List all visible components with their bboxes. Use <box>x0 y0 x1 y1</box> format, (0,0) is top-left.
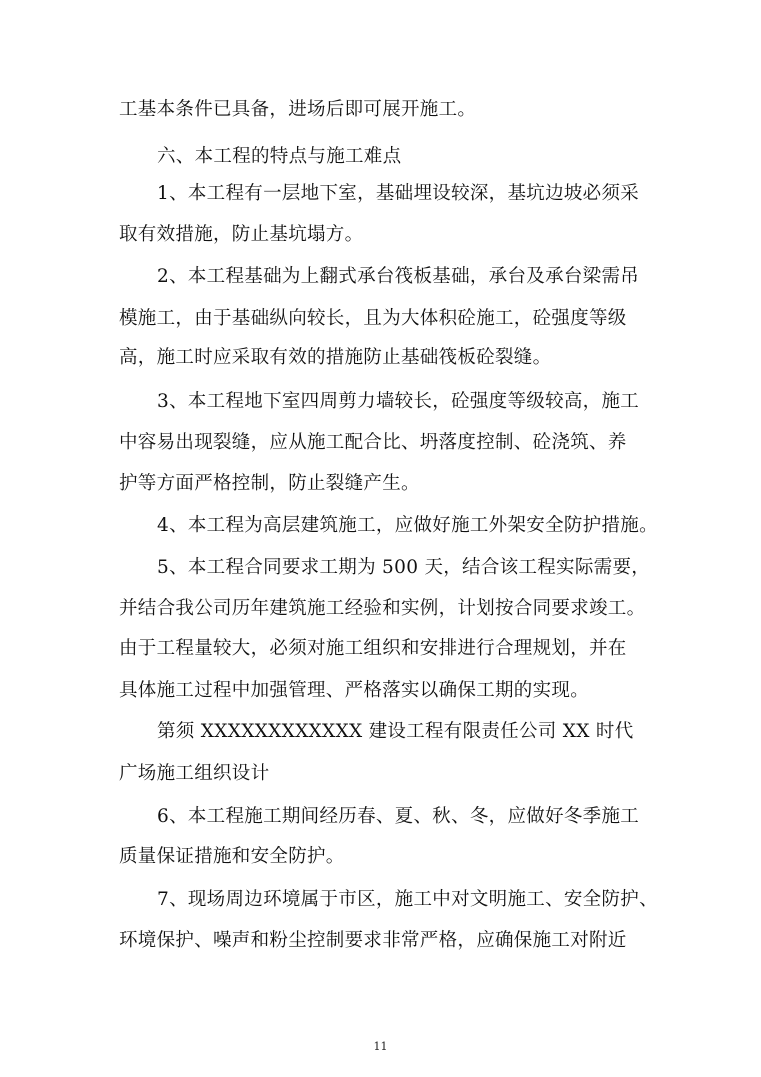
text-line: 并结合我公司历年建筑施工经验和实例，计划按合同要求竣工。 <box>119 598 646 619</box>
page-number: 11 <box>373 1040 388 1053</box>
text-line: 1、本工程有一层地下室，基础埋设较深，基坑边坡必须采 <box>157 183 640 204</box>
text-line: 2、本工程基础为上翻式承台筏板基础，承台及承台梁需吊 <box>157 266 640 287</box>
text-line: 3、本工程地下室四周剪力墙较长，砼强度等级较高，施工 <box>157 391 640 412</box>
text-line: 第须 XXXXXXXXXXXX 建设工程有限责任公司 XX 时代 <box>157 721 634 742</box>
text-line: 环境保护、噪声和粉尘控制要求非常严格，应确保施工对附近 <box>119 930 627 951</box>
text-line: 质量保证措施和安全防护。 <box>119 846 345 867</box>
section-heading: 六、本工程的特点与施工难点 <box>157 146 402 167</box>
text-line: 护等方面严格控制，防止裂缝产生。 <box>119 473 420 494</box>
text-line: 4、本工程为高层建筑施工，应做好施工外架安全防护措施。 <box>157 515 658 536</box>
text-line: 由于工程量较大，必须对施工组织和安排进行合理规划，并在 <box>119 638 627 659</box>
text-line: 工基本条件已具备，进场后即可展开施工。 <box>119 99 477 120</box>
text-line: 广场施工组织设计 <box>119 763 270 784</box>
text-line: 模施工，由于基础纵向较长，且为大体积砼施工，砼强度等级 <box>119 308 627 329</box>
text-line: 中容易出现裂缝，应从施工配合比、坍落度控制、砼浇筑、养 <box>119 432 627 453</box>
text-line: 6、本工程施工期间经历春、夏、秋、冬，应做好冬季施工 <box>157 806 640 827</box>
text-line: 取有效措施，防止基坑塌方。 <box>119 224 364 245</box>
text-line: 高，施工时应采取有效的措施防止基础筏板砼裂缝。 <box>119 347 552 368</box>
text-line: 7、现场周边环境属于市区，施工中对文明施工、安全防护、 <box>157 889 658 910</box>
text-line: 5、本工程合同要求工期为 500 天，结合该工程实际需要， <box>157 557 651 578</box>
text-line: 具体施工过程中加强管理、严格落实以确保工期的实现。 <box>119 680 590 701</box>
